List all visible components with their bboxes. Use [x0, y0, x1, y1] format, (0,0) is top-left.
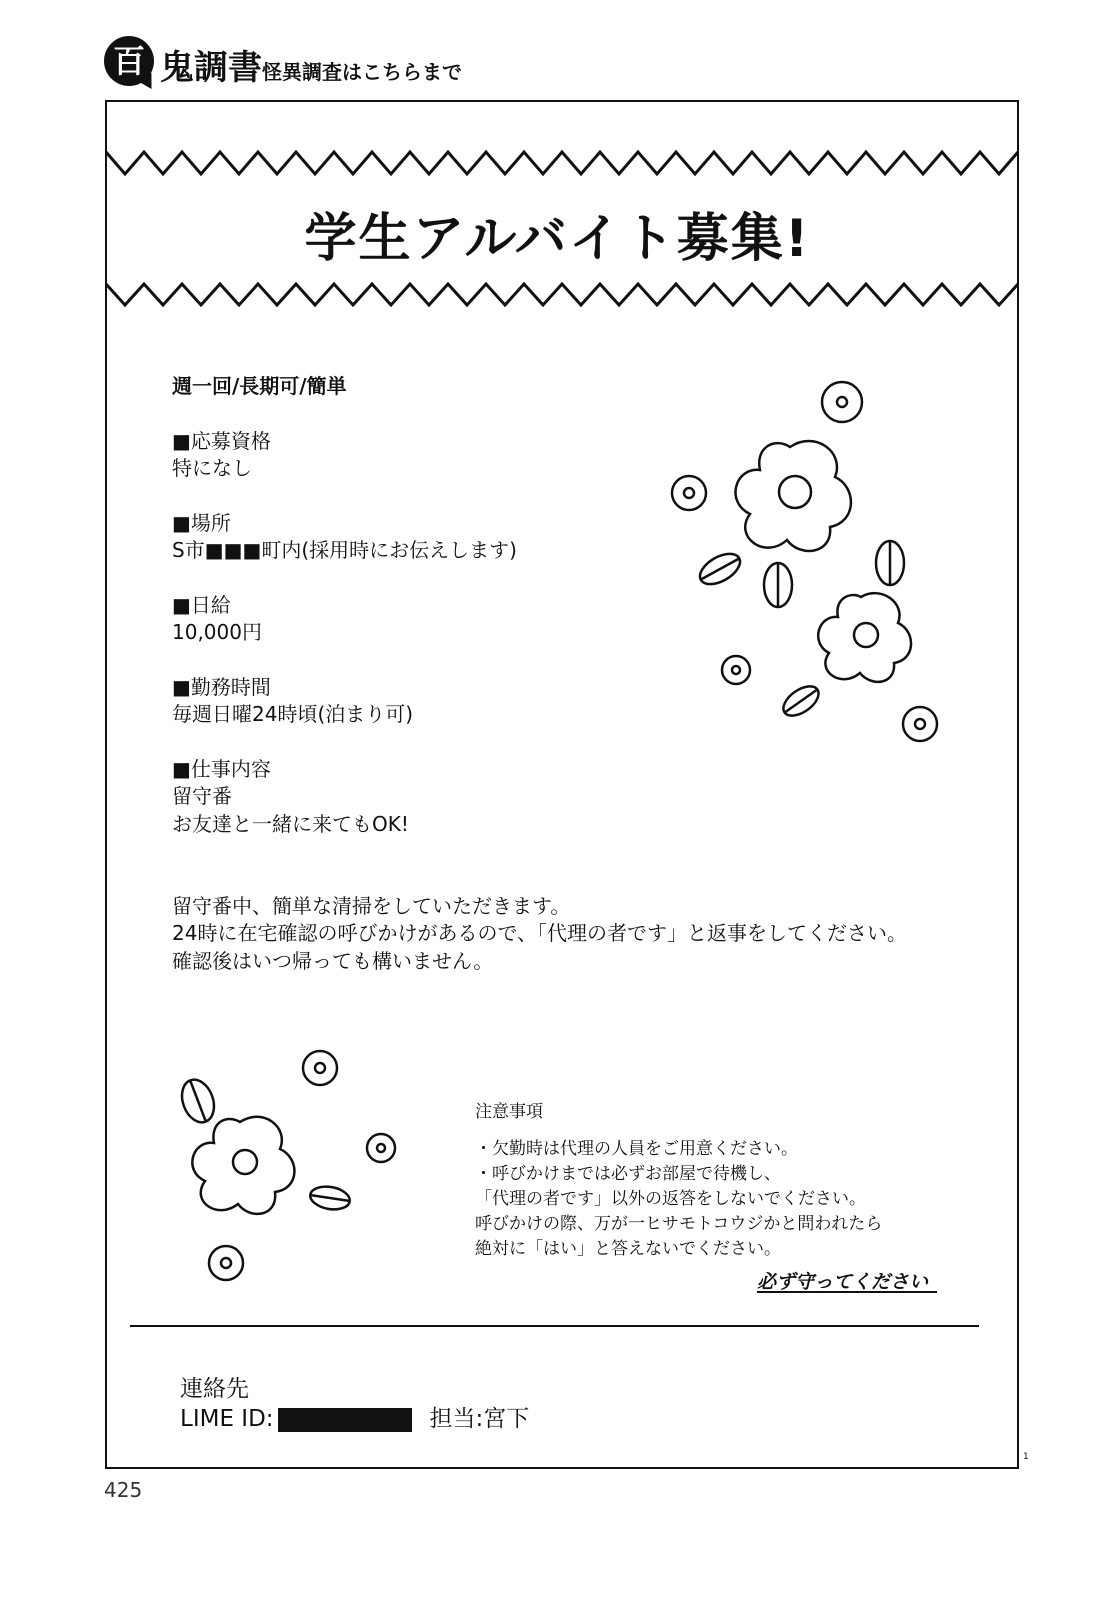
- description-line: 24時に在宅確認の呼びかけがあるので、「代理の者です」と返事をしてください。: [172, 921, 908, 945]
- note-line: ・欠勤時は代理の人員をご用意ください。: [475, 1139, 798, 1159]
- flower-icon: [192, 1117, 294, 1214]
- note-line: 絶対に「はい」と答えないでください。: [475, 1239, 781, 1259]
- section-heading: ■場所: [172, 511, 231, 535]
- divider: [130, 1325, 979, 1327]
- note-line: 「代理の者です」以外の返答をしないでください。: [475, 1189, 866, 1209]
- flyer-title: 学生アルバイト募集!: [304, 209, 811, 269]
- dot-flower-icon: [903, 707, 937, 741]
- person-label: 担当:宮下: [429, 1406, 530, 1432]
- contact-label: 連絡先: [180, 1376, 249, 1402]
- note-line: ・呼びかけまでは必ずお部屋で待機し、: [475, 1164, 781, 1184]
- notes-emphasis: 必ず守ってください: [757, 1271, 929, 1293]
- page-number: 425: [104, 1478, 143, 1502]
- dot-flower-icon: [722, 656, 750, 684]
- leaf-icon: [876, 541, 904, 585]
- flower-icon: [818, 593, 911, 682]
- section-heading: ■応募資格: [172, 429, 271, 453]
- zigzag-top: [106, 152, 1018, 174]
- tagline: 週一回/長期可/簡単: [172, 374, 347, 398]
- section-heading: ■勤務時間: [172, 675, 271, 699]
- section-value: S市■■■町内(採用時にお伝えします): [172, 538, 517, 562]
- section-value: 10,000円: [172, 620, 262, 644]
- leaf-icon: [695, 548, 745, 591]
- zigzag-bottom: [106, 284, 1018, 305]
- contact-line: [180, 1400, 529, 1433]
- description-line: 留守番中、簡単な清掃をしていただきます。: [172, 894, 571, 918]
- redacted-id: [278, 1408, 412, 1432]
- leaf-icon: [176, 1075, 219, 1127]
- lime-id-label: LIME ID:: [180, 1406, 274, 1432]
- corner-mark: 1: [1023, 1452, 1029, 1462]
- section-heading: ■仕事内容: [172, 757, 271, 781]
- description-line: 確認後はいつ帰っても構いません。: [172, 949, 494, 973]
- leaf-icon: [308, 1184, 351, 1213]
- leaf-icon: [764, 563, 792, 607]
- dot-flower-icon: [209, 1246, 243, 1280]
- logo-subtitle: 怪異調査はこちらまで: [262, 60, 462, 84]
- section-heading: ■日給: [172, 593, 231, 617]
- section-value: 毎週日曜24時頃(泊まり可): [172, 702, 414, 726]
- section-value: 留守番: [172, 784, 232, 808]
- logo-badge: 百: [104, 36, 154, 86]
- note-line: 呼びかけの際、万が一ヒサモトコウジかと問われたら: [475, 1214, 883, 1234]
- dot-flower-icon: [367, 1134, 395, 1162]
- leaf-icon: [778, 681, 823, 722]
- section-value: お友達と一緒に来てもOK!: [172, 812, 409, 836]
- logo-title: 鬼調書: [160, 48, 262, 88]
- section-value: 特になし: [172, 456, 252, 480]
- flower-icon: [736, 441, 851, 551]
- dot-flower-icon: [672, 476, 706, 510]
- dot-flower-icon: [822, 382, 862, 422]
- dot-flower-icon: [303, 1051, 337, 1085]
- notes-title: 注意事項: [475, 1102, 543, 1122]
